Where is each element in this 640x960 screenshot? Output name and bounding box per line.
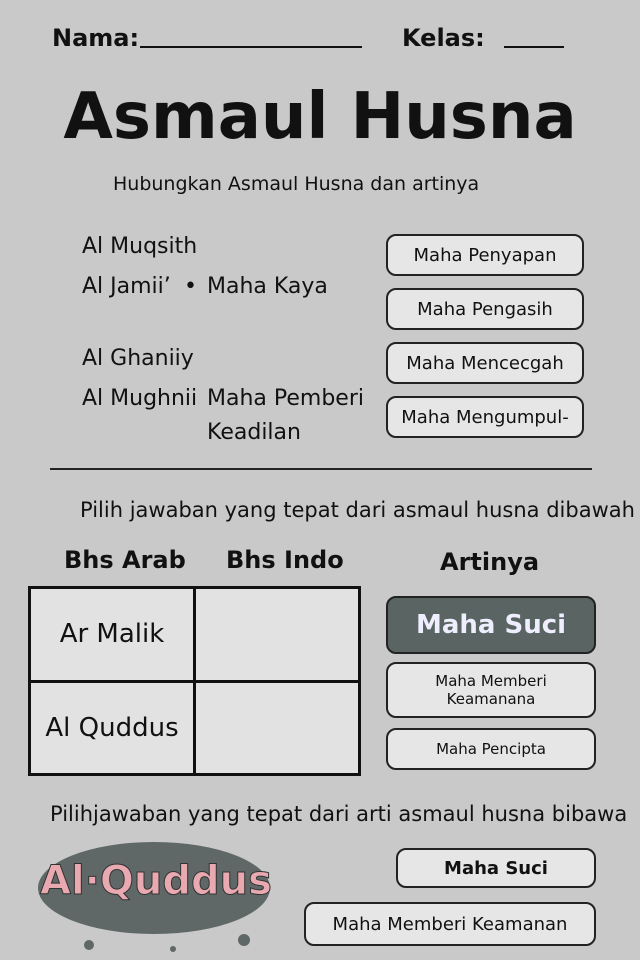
answer-cell-al-quddus[interactable] [195,681,360,775]
decor-dot [84,940,94,950]
cell-ar-malik: Ar Malik [30,588,195,682]
option-maha-mencecgah[interactable]: Maha Mencecgah [386,342,584,384]
highlight-al-quddus: Al·Quddus [40,858,272,904]
page-title: Asmaul Husna [63,80,577,154]
table-row [30,588,360,682]
match-dot[interactable]: • [184,274,197,299]
name-field[interactable] [140,46,362,48]
column-bhs-indo: Bhs Indo [226,546,344,574]
answer-table [28,586,361,776]
class-field[interactable] [504,46,564,48]
option-maha-memberi-keamanan[interactable]: Maha Memberi Keamanan [304,902,596,946]
meaning-keadilan: Keadilan [207,420,301,445]
term-al-ghaniiy: Al Ghaniiy [82,346,194,371]
term-al-muqsith: Al Muqsith [82,234,198,259]
meaning-maha-pemberi: Maha Pemberi [207,386,364,411]
section3-instruction: Pilihjawaban yang tepat dari arti asmaul husna bibawa [50,802,628,826]
column-artinya: Artinya [440,548,540,576]
name-label: Nama: [52,24,140,52]
subtitle: Hubungkan Asmaul Husna dan artinya [113,173,480,195]
option-maha-penyapan[interactable]: Maha Penyapan [386,234,584,276]
option-maha-pencipta[interactable]: Maha Pencipta [386,728,596,770]
option-maha-mengumpul[interactable]: Maha Mengumpul- [386,396,584,438]
class-label: Kelas: [402,24,485,52]
decor-dot [238,934,250,946]
option-maha-suci-selected[interactable]: Maha Suci [386,596,596,654]
option-maha-suci[interactable]: Maha Suci [396,848,596,888]
decor-dot [170,946,176,952]
cell-al-quddus: Al Quddus [30,681,195,775]
meaning-maha-kaya: Maha Kaya [207,274,328,299]
answer-cell-ar-malik[interactable] [195,588,360,682]
table-row [30,681,360,775]
term-al-mughnii: Al Mughnii [82,386,198,411]
section-divider [50,468,592,470]
term-al-jamii: Al Jamii’ [82,274,171,299]
section2-instruction: Pilih jawaban yang tepat dari asmaul husna dibawah [80,498,635,522]
option-maha-memberi-keamanana[interactable]: Maha Memberi Keamanana [386,662,596,718]
option-maha-pengasih[interactable]: Maha Pengasih [386,288,584,330]
column-bhs-arab: Bhs Arab [64,546,186,574]
